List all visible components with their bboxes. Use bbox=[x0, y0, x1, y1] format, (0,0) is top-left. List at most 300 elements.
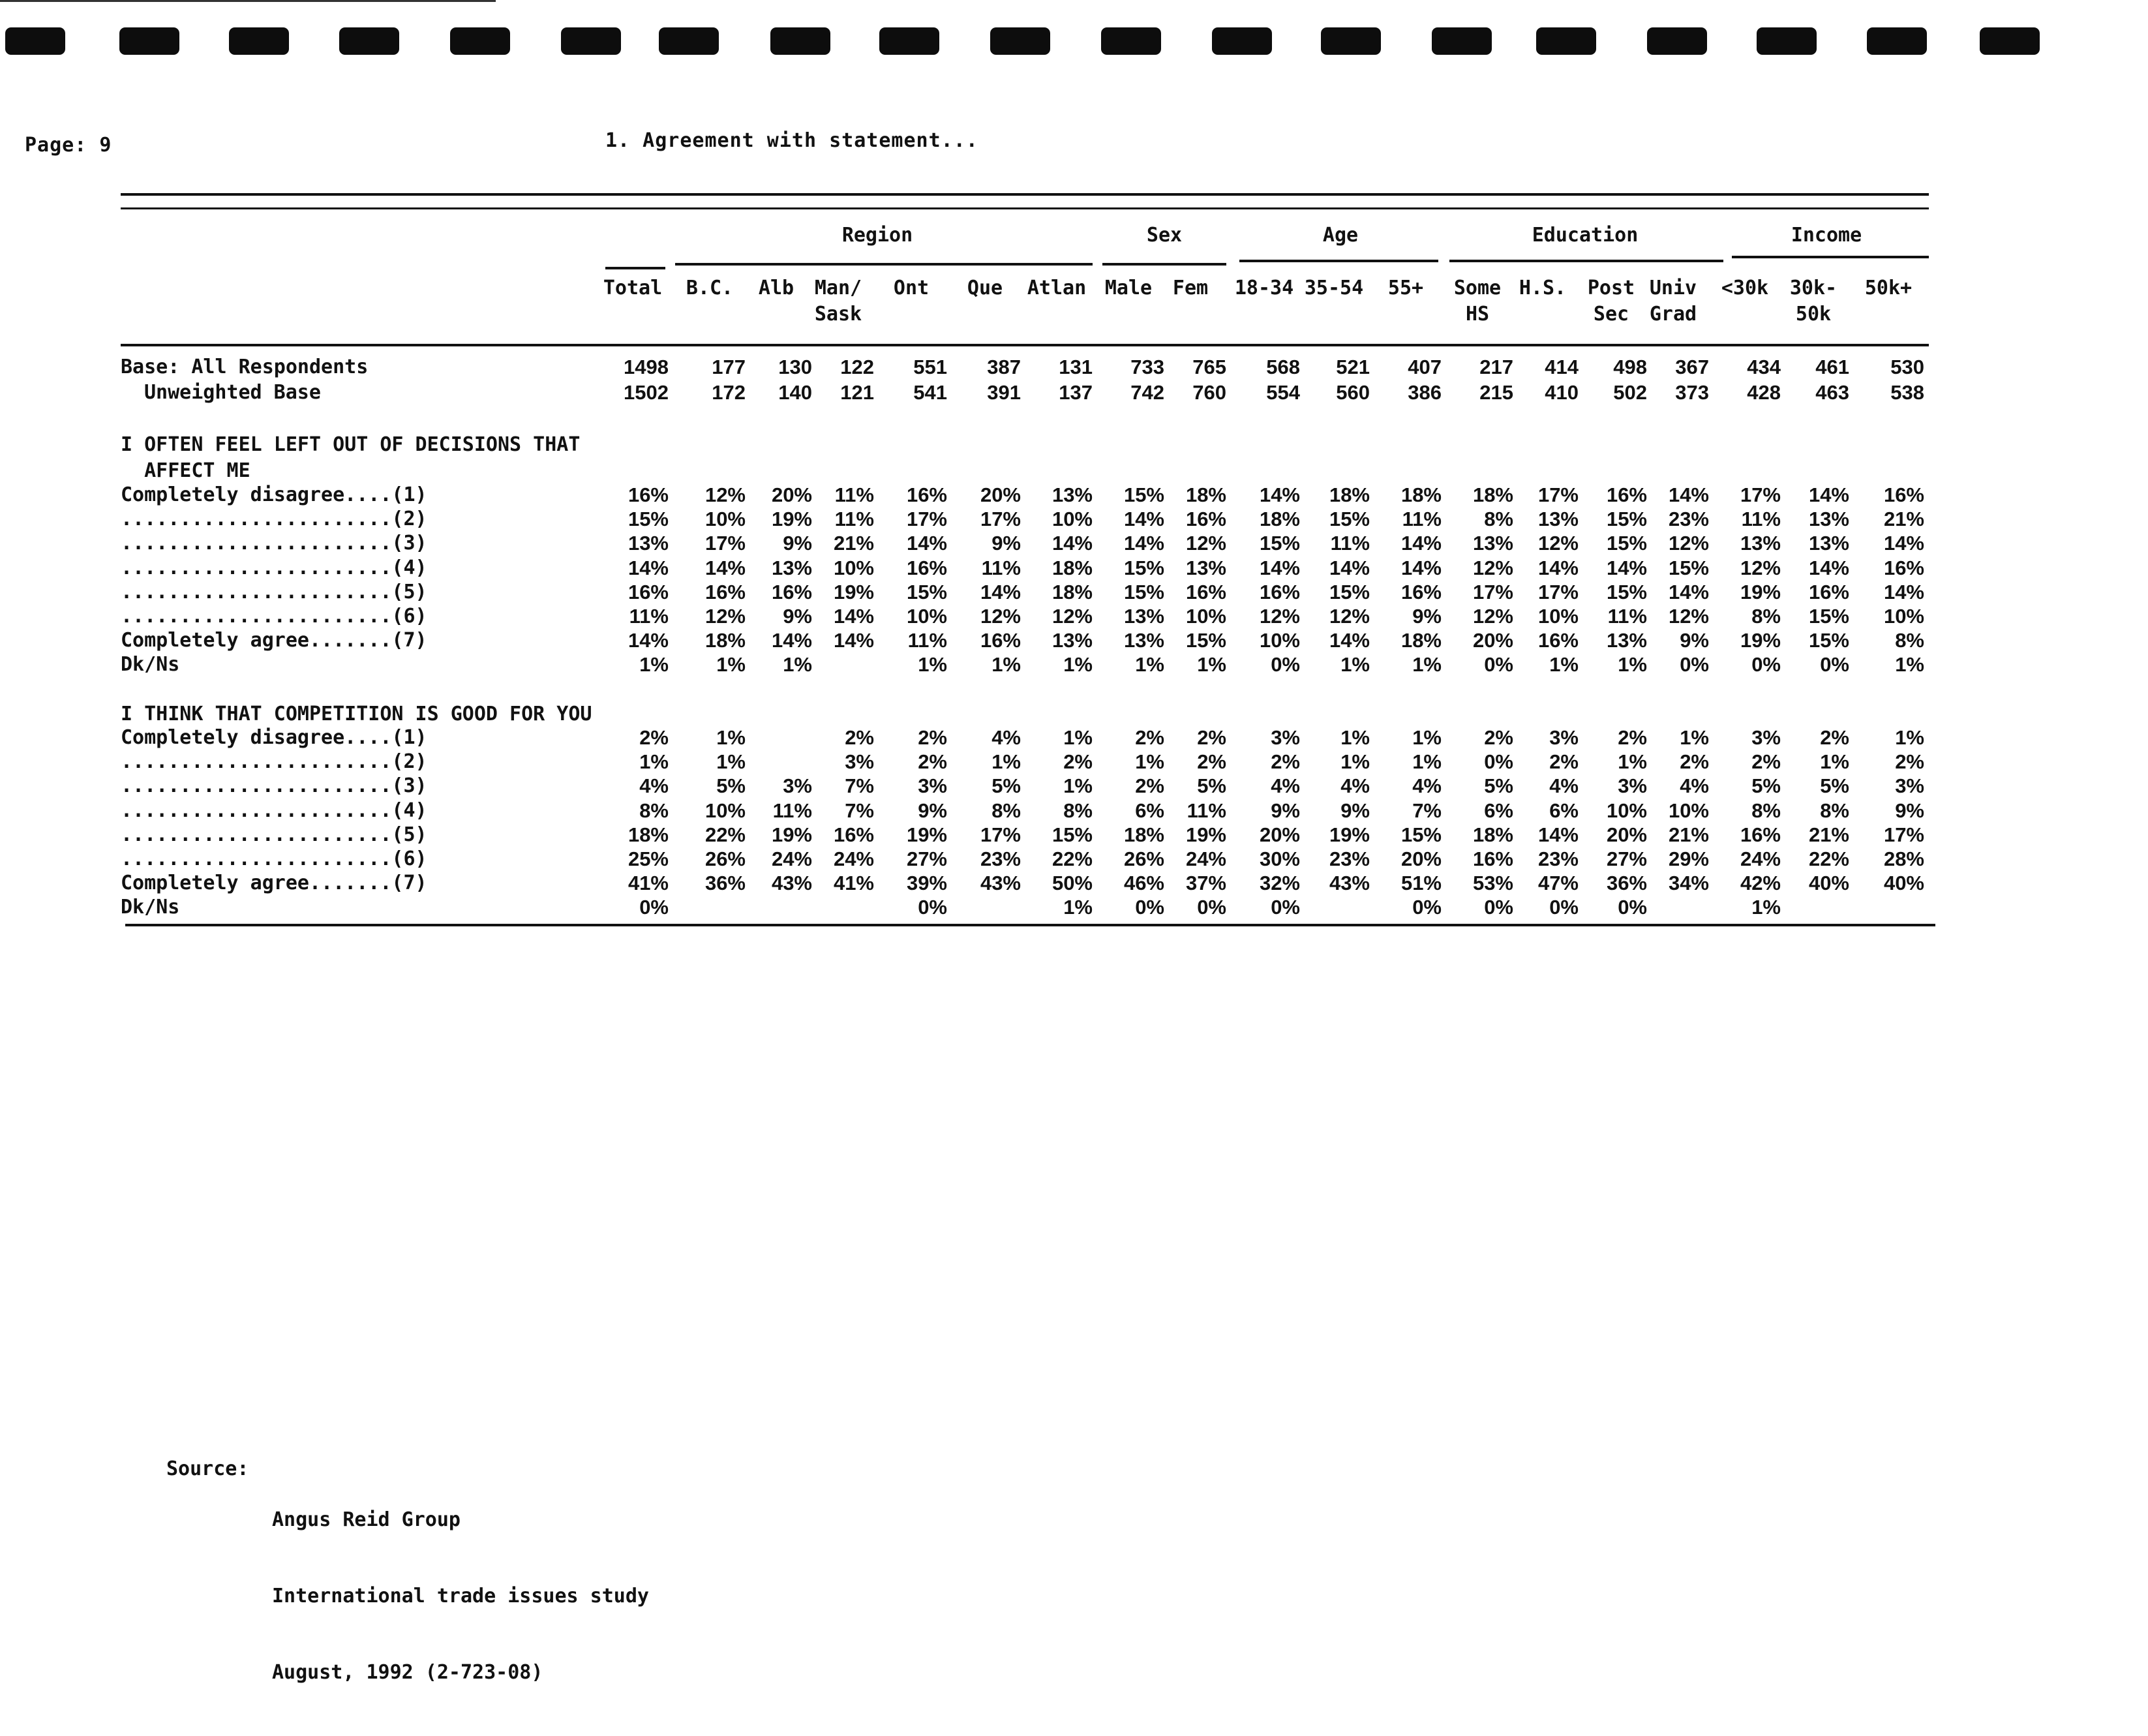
column-header: Univ Grad bbox=[1649, 277, 1697, 326]
column-header: Total bbox=[603, 277, 663, 299]
table-cell: 0% bbox=[1484, 653, 1513, 677]
group-income: Income bbox=[1791, 224, 1862, 247]
table-cell: 43% bbox=[980, 872, 1021, 895]
table-cell: 18% bbox=[1400, 629, 1442, 652]
table-cell: 1% bbox=[918, 653, 947, 677]
table-cell: 15% bbox=[1808, 605, 1849, 628]
table-cell: 14% bbox=[1259, 556, 1300, 579]
table-cell: 17% bbox=[704, 532, 746, 555]
column-header: Some HS bbox=[1453, 277, 1502, 326]
column-header: H.S. bbox=[1519, 277, 1567, 299]
table-cell: 11% bbox=[629, 605, 669, 628]
table-cell: 47% bbox=[1537, 872, 1579, 895]
table-cell: 541 bbox=[913, 381, 947, 404]
table-cell: 18% bbox=[1259, 508, 1300, 531]
header-bottom-rule bbox=[121, 344, 1929, 346]
table-cell: 23% bbox=[1537, 847, 1579, 870]
table-cell: 41% bbox=[628, 872, 669, 895]
table-cell: 12% bbox=[1668, 532, 1709, 555]
table-cell: 3% bbox=[1271, 726, 1300, 749]
table-cell: 14% bbox=[1051, 532, 1093, 555]
table-cell: 1% bbox=[1412, 653, 1442, 677]
table-cell: 11% bbox=[834, 483, 874, 506]
table-cell: 16% bbox=[1537, 629, 1579, 652]
table-cell: 387 bbox=[987, 356, 1021, 378]
perforation-hole bbox=[879, 27, 939, 55]
table-cell: 0% bbox=[1271, 653, 1300, 677]
table-cell: 13% bbox=[771, 556, 812, 579]
table-cell: 1% bbox=[1895, 726, 1924, 749]
table-cell: 11% bbox=[907, 629, 947, 652]
table-cell: 14% bbox=[1537, 823, 1579, 846]
table-cell: 8% bbox=[1751, 605, 1781, 628]
table-cell: 434 bbox=[1747, 356, 1781, 378]
table-cell: 10% bbox=[704, 508, 746, 531]
table-cell: 13% bbox=[1051, 483, 1093, 506]
table-cell: 10% bbox=[833, 556, 874, 579]
table-cell: 27% bbox=[1606, 847, 1647, 870]
row-label: .......................(2) bbox=[121, 508, 427, 531]
table-cell: 24% bbox=[1185, 847, 1226, 870]
table-cell: 18% bbox=[1051, 580, 1093, 603]
table-cell: 2% bbox=[918, 750, 947, 774]
table-cell: 18% bbox=[1185, 483, 1226, 506]
table-cell: 10% bbox=[906, 605, 947, 628]
table-cell: 21% bbox=[1808, 823, 1849, 846]
table-cell: 1498 bbox=[624, 356, 669, 378]
table-cell: 8% bbox=[1820, 799, 1849, 822]
table-cell: 1% bbox=[1895, 653, 1924, 677]
table-cell: 24% bbox=[771, 847, 812, 870]
table-cell: 6% bbox=[1549, 799, 1579, 822]
table-cell: 0% bbox=[1135, 896, 1164, 919]
table-cell: 2% bbox=[1135, 774, 1164, 798]
table-cell: 1% bbox=[1412, 726, 1442, 749]
table-cell: 10% bbox=[1537, 605, 1579, 628]
table-row bbox=[121, 847, 1941, 872]
row-label: .......................(3) bbox=[121, 774, 427, 798]
table-row bbox=[121, 381, 1941, 405]
table-row bbox=[121, 629, 1941, 653]
table-row bbox=[121, 483, 1941, 508]
table-cell: 16% bbox=[1606, 483, 1647, 506]
table-cell: 19% bbox=[1740, 629, 1781, 652]
table-cell: 4% bbox=[991, 726, 1021, 749]
table-cell: 8% bbox=[1484, 508, 1513, 531]
table-cell: 17% bbox=[1740, 483, 1781, 506]
table-cell: 177 bbox=[712, 356, 746, 378]
table-cell: 2% bbox=[918, 726, 947, 749]
table-cell: 18% bbox=[628, 823, 669, 846]
table-cell: 16% bbox=[628, 580, 669, 603]
column-header: Male bbox=[1104, 277, 1153, 299]
table-cell: 9% bbox=[783, 605, 812, 628]
source-label: Source: bbox=[166, 1457, 249, 1480]
table-cell: 23% bbox=[1668, 508, 1709, 531]
table-row bbox=[121, 605, 1941, 629]
table-cell: 15% bbox=[1123, 580, 1164, 603]
table-cell: 5% bbox=[716, 774, 746, 798]
group-age: Age bbox=[1322, 224, 1359, 247]
table-cell: 12% bbox=[1537, 532, 1579, 555]
table-cell: 2% bbox=[1197, 750, 1226, 774]
table-cell: 4% bbox=[1340, 774, 1370, 798]
table-cell: 26% bbox=[704, 847, 746, 870]
top-rule-2 bbox=[121, 207, 1929, 209]
perforation-hole bbox=[119, 27, 179, 55]
table-cell: 16% bbox=[704, 580, 746, 603]
table-cell: 34% bbox=[1668, 872, 1709, 895]
table-cell: 2% bbox=[1549, 750, 1579, 774]
table-cell: 40% bbox=[1883, 872, 1924, 895]
table-cell: 521 bbox=[1336, 356, 1370, 378]
table-cell: 15% bbox=[1668, 556, 1709, 579]
table-cell: 14% bbox=[906, 532, 947, 555]
underline-education bbox=[1449, 260, 1723, 262]
table-row bbox=[121, 750, 1941, 774]
table-cell: 530 bbox=[1890, 356, 1924, 378]
tractor-feed-holes bbox=[0, 0, 2148, 78]
table-cell: 14% bbox=[1537, 556, 1579, 579]
table-cell: 12% bbox=[1668, 605, 1709, 628]
table-cell: 15% bbox=[628, 508, 669, 531]
table-cell: 760 bbox=[1192, 381, 1226, 404]
table-cell: 4% bbox=[1271, 774, 1300, 798]
table-cell: 12% bbox=[704, 483, 746, 506]
table-cell: 7% bbox=[845, 774, 874, 798]
table-cell: 0% bbox=[1549, 896, 1579, 919]
table-cell: 15% bbox=[1606, 508, 1647, 531]
table-cell: 19% bbox=[771, 823, 812, 846]
table-cell: 41% bbox=[833, 872, 874, 895]
table-cell: 11% bbox=[834, 508, 874, 531]
underline-region bbox=[675, 263, 1093, 266]
table-cell: 14% bbox=[833, 629, 874, 652]
table-cell: 17% bbox=[1537, 580, 1579, 603]
table-cell: 1502 bbox=[624, 381, 669, 404]
perforation-hole bbox=[659, 27, 719, 55]
table-cell: 4% bbox=[1680, 774, 1709, 798]
table-cell: 1% bbox=[1618, 653, 1647, 677]
table-cell: 3% bbox=[918, 774, 947, 798]
underline-total bbox=[605, 267, 665, 269]
table-cell: 17% bbox=[1883, 823, 1924, 846]
table-cell: 13% bbox=[1606, 629, 1647, 652]
table-cell: 10% bbox=[1259, 629, 1300, 652]
table-cell: 2% bbox=[639, 726, 669, 749]
table-cell: 0% bbox=[639, 896, 669, 919]
table-cell: 3% bbox=[845, 750, 874, 774]
table-cell: 9% bbox=[1340, 799, 1370, 822]
table-cell: 11% bbox=[1330, 532, 1370, 555]
table-cell: 2% bbox=[1135, 726, 1164, 749]
column-header: Ont bbox=[893, 277, 930, 299]
table-cell: 17% bbox=[1472, 580, 1513, 603]
table-cell: 13% bbox=[1537, 508, 1579, 531]
table-cell: 0% bbox=[1271, 896, 1300, 919]
table-cell: 21% bbox=[833, 532, 874, 555]
table-cell: 410 bbox=[1545, 381, 1579, 404]
table-cell: 1% bbox=[716, 726, 746, 749]
table-cell: 29% bbox=[1668, 847, 1709, 870]
table-cell: 8% bbox=[1895, 629, 1924, 652]
perforation-hole bbox=[1101, 27, 1161, 55]
table-cell: 22% bbox=[704, 823, 746, 846]
table-cell: 9% bbox=[1680, 629, 1709, 652]
table-cell: 42% bbox=[1740, 872, 1781, 895]
table-cell: 14% bbox=[1123, 508, 1164, 531]
table-cell: 463 bbox=[1815, 381, 1849, 404]
table-row bbox=[121, 508, 1941, 532]
table-cell: 14% bbox=[1400, 532, 1442, 555]
table-cell: 13% bbox=[1808, 532, 1849, 555]
row-label: Base: All Respondents bbox=[121, 356, 369, 378]
table-cell: 15% bbox=[1051, 823, 1093, 846]
table-cell: 14% bbox=[1329, 629, 1370, 652]
table-cell: 1% bbox=[783, 653, 812, 677]
table-cell: 19% bbox=[771, 508, 812, 531]
table-cell: 217 bbox=[1479, 356, 1513, 378]
table-row bbox=[121, 556, 1941, 581]
perforation-hole bbox=[770, 27, 830, 55]
column-header: 30k- 50k bbox=[1789, 277, 1838, 326]
table-cell: 13% bbox=[1051, 629, 1093, 652]
table-cell: 19% bbox=[833, 580, 874, 603]
table-cell: 538 bbox=[1890, 381, 1924, 404]
table-cell: 16% bbox=[906, 556, 947, 579]
table-cell: 0% bbox=[1484, 896, 1513, 919]
table-cell: 16% bbox=[1740, 823, 1781, 846]
table-cell: 1% bbox=[991, 653, 1021, 677]
row-label: .......................(2) bbox=[121, 750, 427, 774]
perforation-hole bbox=[1432, 27, 1492, 55]
row-label: .......................(6) bbox=[121, 847, 427, 870]
table-cell: 12% bbox=[1472, 605, 1513, 628]
table-cell: 16% bbox=[771, 580, 812, 603]
table-cell: 1% bbox=[639, 750, 669, 774]
table-cell: 1% bbox=[639, 653, 669, 677]
table-row bbox=[121, 872, 1941, 896]
table-cell: 1% bbox=[1197, 653, 1226, 677]
table-cell: 1% bbox=[1063, 726, 1093, 749]
table-cell: 5% bbox=[1197, 774, 1226, 798]
row-label: Completely disagree....(1) bbox=[121, 483, 427, 506]
table-cell: 2% bbox=[1063, 750, 1093, 774]
column-header: Post Sec bbox=[1587, 277, 1635, 326]
table-cell: 172 bbox=[712, 381, 746, 404]
row-label: .......................(4) bbox=[121, 799, 427, 822]
column-header: <30k bbox=[1721, 277, 1769, 299]
table-cell: 16% bbox=[1185, 508, 1226, 531]
perforation-hole bbox=[1212, 27, 1272, 55]
table-cell: 10% bbox=[1883, 605, 1924, 628]
table-row bbox=[121, 581, 1941, 605]
table-cell: 16% bbox=[1808, 580, 1849, 603]
table-cell: 15% bbox=[1606, 580, 1647, 603]
table-cell: 15% bbox=[1185, 629, 1226, 652]
table-cell: 414 bbox=[1545, 356, 1579, 378]
table-cell: 8% bbox=[991, 799, 1021, 822]
source-line: August, 1992 (2-723-08) bbox=[272, 1661, 543, 1684]
table-cell: 20% bbox=[1259, 823, 1300, 846]
table-cell: 2% bbox=[1895, 750, 1924, 774]
table-cell: 17% bbox=[980, 823, 1021, 846]
table-cell: 23% bbox=[1329, 847, 1370, 870]
table-cell: 24% bbox=[1740, 847, 1781, 870]
table-cell: 17% bbox=[906, 508, 947, 531]
table-cell: 1% bbox=[1340, 653, 1370, 677]
row-label: .......................(6) bbox=[121, 605, 427, 628]
table-cell: 43% bbox=[771, 872, 812, 895]
table-cell: 12% bbox=[980, 605, 1021, 628]
table-cell: 23% bbox=[980, 847, 1021, 870]
table-cell: 2% bbox=[1680, 750, 1709, 774]
table-cell: 53% bbox=[1472, 872, 1513, 895]
table-cell: 50% bbox=[1051, 872, 1093, 895]
table-cell: 10% bbox=[1668, 799, 1709, 822]
table-cell: 20% bbox=[771, 483, 812, 506]
table-cell: 3% bbox=[783, 774, 812, 798]
page-number: Page: 9 bbox=[25, 134, 112, 157]
table-cell: 3% bbox=[1895, 774, 1924, 798]
table-cell: 6% bbox=[1484, 799, 1513, 822]
table-cell: 21% bbox=[1668, 823, 1709, 846]
table-cell: 2% bbox=[1820, 726, 1849, 749]
table-cell: 1% bbox=[1549, 653, 1579, 677]
row-label: Unweighted Base bbox=[144, 381, 321, 404]
table-cell: 46% bbox=[1123, 872, 1164, 895]
column-header: Que bbox=[967, 277, 1003, 299]
row-label: Completely agree.......(7) bbox=[121, 629, 427, 652]
underline-sex bbox=[1102, 263, 1226, 266]
table-cell: 386 bbox=[1408, 381, 1442, 404]
table-row bbox=[121, 896, 1941, 920]
table-cell: 10% bbox=[1185, 605, 1226, 628]
table-row bbox=[121, 799, 1941, 823]
table-cell: 12% bbox=[1185, 532, 1226, 555]
question-title: I THINK THAT COMPETITION IS GOOD FOR YOU bbox=[121, 703, 592, 725]
table-cell: 18% bbox=[1400, 483, 1442, 506]
table-cell: 4% bbox=[639, 774, 669, 798]
table-cell: 12% bbox=[1740, 556, 1781, 579]
table-cell: 1% bbox=[1751, 896, 1781, 919]
table-cell: 17% bbox=[980, 508, 1021, 531]
table-cell: 16% bbox=[1883, 556, 1924, 579]
table-cell: 1% bbox=[1680, 726, 1709, 749]
row-label: .......................(4) bbox=[121, 556, 427, 579]
table-cell: 2% bbox=[1197, 726, 1226, 749]
group-education: Education bbox=[1532, 224, 1639, 247]
table-row bbox=[121, 653, 1941, 677]
table-cell: 498 bbox=[1613, 356, 1647, 378]
table-cell: 43% bbox=[1329, 872, 1370, 895]
table-cell: 24% bbox=[833, 847, 874, 870]
table-cell: 7% bbox=[845, 799, 874, 822]
table-cell: 733 bbox=[1130, 356, 1164, 378]
table-cell: 121 bbox=[840, 381, 874, 404]
table-cell: 1% bbox=[1063, 774, 1093, 798]
table-cell: 1% bbox=[716, 653, 746, 677]
table-cell: 5% bbox=[1484, 774, 1513, 798]
table-cell: 20% bbox=[1472, 629, 1513, 652]
table-cell: 14% bbox=[1883, 532, 1924, 555]
table-cell: 407 bbox=[1408, 356, 1442, 378]
table-cell: 16% bbox=[906, 483, 947, 506]
column-header: 50k+ bbox=[1864, 277, 1913, 299]
table-cell: 14% bbox=[1808, 483, 1849, 506]
table-cell: 1% bbox=[1820, 750, 1849, 774]
table-cell: 18% bbox=[1051, 556, 1093, 579]
table-cell: 1% bbox=[1412, 750, 1442, 774]
table-cell: 367 bbox=[1675, 356, 1709, 378]
top-rule-1 bbox=[121, 193, 1929, 196]
table-row bbox=[121, 356, 1941, 380]
table-cell: 3% bbox=[1618, 774, 1647, 798]
table-cell: 7% bbox=[1412, 799, 1442, 822]
table-cell: 373 bbox=[1675, 381, 1709, 404]
table-cell: 15% bbox=[1400, 823, 1442, 846]
perforation-hole bbox=[1536, 27, 1596, 55]
table-cell: 8% bbox=[1063, 799, 1093, 822]
table-cell: 13% bbox=[1185, 556, 1226, 579]
table-cell: 14% bbox=[1883, 580, 1924, 603]
column-header: Alb bbox=[758, 277, 794, 299]
column-header: B.C. bbox=[686, 277, 734, 299]
table-cell: 137 bbox=[1059, 381, 1093, 404]
table-cell: 16% bbox=[628, 483, 669, 506]
table-cell: 742 bbox=[1130, 381, 1164, 404]
table-cell: 8% bbox=[1751, 799, 1781, 822]
table-cell: 0% bbox=[1680, 653, 1709, 677]
table-cell: 12% bbox=[1259, 605, 1300, 628]
table-cell: 461 bbox=[1815, 356, 1849, 378]
group-sex: Sex bbox=[1146, 224, 1183, 247]
underline-income bbox=[1732, 256, 1929, 258]
table-cell: 15% bbox=[1123, 483, 1164, 506]
row-label: .......................(5) bbox=[121, 823, 427, 846]
table-cell: 14% bbox=[833, 605, 874, 628]
table-cell: 14% bbox=[1606, 556, 1647, 579]
table-cell: 8% bbox=[639, 799, 669, 822]
table-cell: 11% bbox=[981, 556, 1021, 579]
table-cell: 12% bbox=[1472, 556, 1513, 579]
table-cell: 11% bbox=[1607, 605, 1647, 628]
table-cell: 19% bbox=[1740, 580, 1781, 603]
table-cell: 14% bbox=[1123, 532, 1164, 555]
table-row bbox=[121, 726, 1941, 750]
table-cell: 1% bbox=[1063, 896, 1093, 919]
table-cell: 16% bbox=[833, 823, 874, 846]
table-cell: 14% bbox=[1668, 483, 1709, 506]
column-header: Atlan bbox=[1027, 277, 1087, 299]
table-cell: 37% bbox=[1185, 872, 1226, 895]
table-cell: 12% bbox=[704, 605, 746, 628]
perforation-hole bbox=[339, 27, 399, 55]
table-row bbox=[121, 823, 1941, 847]
table-cell: 554 bbox=[1266, 381, 1300, 404]
table-cell: 1% bbox=[1135, 750, 1164, 774]
table-cell: 19% bbox=[1185, 823, 1226, 846]
table-cell: 10% bbox=[704, 799, 746, 822]
table-cell: 568 bbox=[1266, 356, 1300, 378]
table-cell: 1% bbox=[1618, 750, 1647, 774]
question-title: I OFTEN FEEL LEFT OUT OF DECISIONS THAT AFFECT ME bbox=[121, 433, 581, 482]
table-cell: 9% bbox=[1412, 605, 1442, 628]
table-cell: 17% bbox=[1537, 483, 1579, 506]
perforation-hole bbox=[1867, 27, 1927, 55]
table-cell: 13% bbox=[1808, 508, 1849, 531]
table-cell: 15% bbox=[1123, 556, 1164, 579]
